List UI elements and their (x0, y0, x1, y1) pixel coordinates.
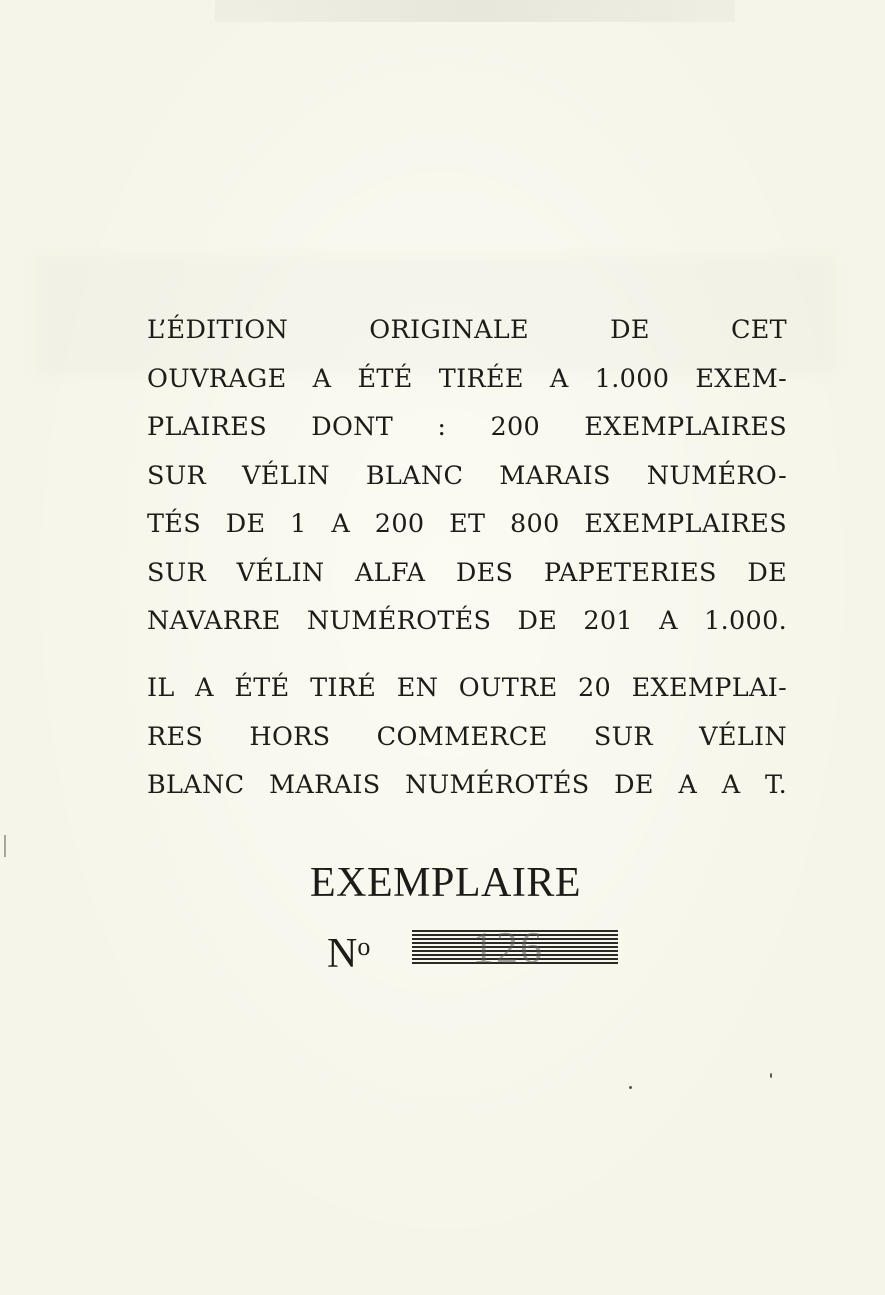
hors-commerce-statement (147, 664, 787, 810)
statement-line: SUR VÉLIN ALFA DES PAPETERIES DE (147, 557, 787, 588)
statement-line: TÉS DE 1 A 200 ET 800 EXEMPLAIRES (147, 509, 787, 539)
statement-line: NAVARRE NUMÉROTÉS DE 201 A 1.000. (147, 606, 787, 636)
statement-line: OUVRAGE A ÉTÉ TIRÉE A 1.000 EXEM- (147, 363, 787, 394)
statement-line: BLANC MARAIS NUMÉROTÉS DE A A T. (147, 770, 787, 800)
paper-speck (629, 1086, 632, 1089)
statement-line: SUR VÉLIN BLANC MARAIS NUMÉRO- (147, 460, 787, 491)
statement-line: L’ÉDITION ORIGINALE DE CET (147, 315, 787, 345)
exemplaire-heading: EXEMPLAIRE (310, 860, 581, 906)
statement-line: RES HORS COMMERCE SUR VÉLIN (147, 721, 787, 752)
numero-prefix: N (327, 931, 358, 977)
statement-line: PLAIRES DONT : 200 EXEMPLAIRES (147, 412, 787, 442)
numero-label (327, 922, 370, 979)
statement-line: IL A ÉTÉ TIRÉ EN OUTRE 20 EXEMPLAI- (147, 673, 787, 703)
paper-speck (770, 1073, 772, 1078)
edition-statement (147, 306, 787, 646)
numero-suffix: o (357, 932, 371, 961)
bleed-through-header (215, 0, 735, 22)
paper-mark (4, 835, 6, 857)
numero-box (412, 923, 618, 972)
numero-value: 126 (472, 923, 544, 972)
copy-number (327, 918, 627, 978)
